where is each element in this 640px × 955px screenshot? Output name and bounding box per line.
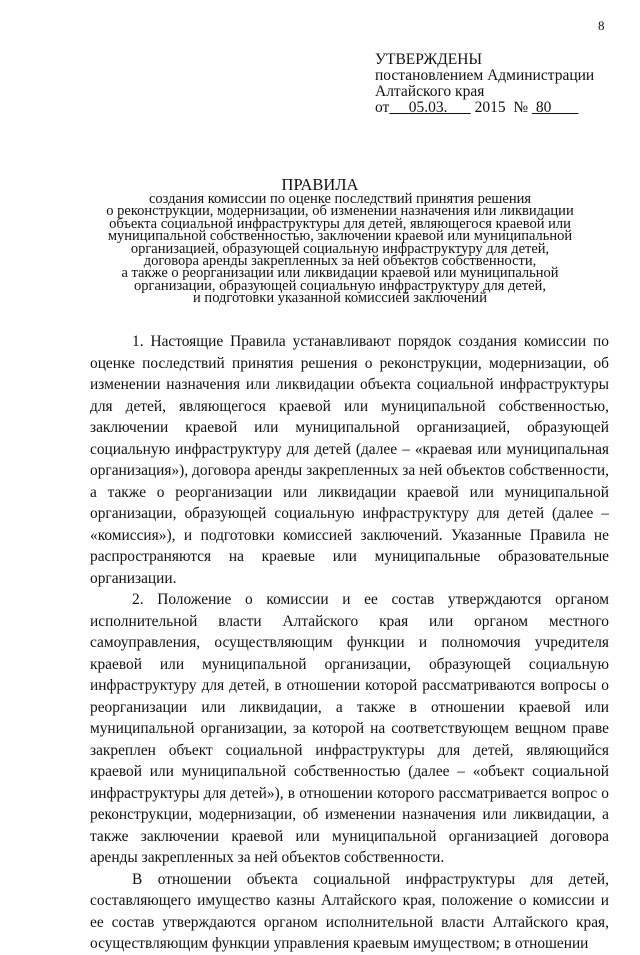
- approval-heading: УТВЕРЖДЕНЫ: [375, 51, 482, 68]
- approval-authority: постановлением Администрации: [375, 67, 595, 84]
- subtitle-line: организации, образующей социальную инфраструктуру для детей,: [134, 277, 546, 294]
- document-title: ПРАВИЛА: [281, 175, 359, 194]
- paragraph-1: 1. Настоящие Правила устанавливают порядок создания комиссии по оценке последствий принятия решения о реконструкции, модернизации, об изменении назначения или ликвидации объекта социальной инфраструктуры для детей, являющегося краевой или муниципальной собственностью, заключении краевой или муниципальной организацией, образующей социальную инфраструктуру для детей (далее – «краевая или муниципальная организация»), договора аренды закрепленных за ней объектов собственности, а также о реорганизации или ликвидации краевой или муниципальной организации, образующей социальную инфраструктуру для детей (далее – «комиссия»), и подготовки комиссией заключений. Указанные Правила не распространяются на краевые или муниципальные образовательные организации.: [90, 333, 609, 587]
- subtitle-line: о реконструкции, модернизации, об изменении назначения или ликвидации: [106, 203, 574, 220]
- approval-block: [375, 52, 594, 116]
- subtitle-line: организацией, образующей социальную инфраструктуру для детей,: [130, 240, 550, 257]
- approval-date-line: [375, 100, 594, 116]
- page-number: 8: [598, 18, 605, 33]
- subtitle-line: договора аренды закрепленных за ней объектов собственности,: [143, 253, 537, 270]
- subtitle-line: объекта социальной инфраструктуры для детей, являющегося краевой или: [109, 215, 571, 232]
- subtitle-line: муниципальной собственностью, заключении краевой или муниципальной: [107, 228, 573, 245]
- document-body: [90, 331, 609, 955]
- paragraph-2: 2. Положение о комиссии и ее состав утверждаются органом исполнительной власти Алтайского края или органом местного самоуправления, осуществляющим функции и полномочия учредителя краевой или муниципальной организации, образующей социальную инфраструктуру для детей, в отношении которой рассматриваются вопросы о реорганизации или ликвидации, а также в отношении краевой или муниципальной организации, за которой на соответствующем вещном праве закреплен объект социальной инфраструктуры для детей, являющийся краевой или муниципальной собственностью (далее – «объект социальной инфраструктуры для детей»), в отношении которого рассматривается вопрос о реконструкции, модернизации, об изменении назначения или ликвидации, а также заключении краевой или муниципальной организацией договора аренды закрепленных за ней объектов собственности.: [90, 591, 609, 866]
- number-sign: №: [513, 99, 529, 116]
- document-subtitle: [60, 193, 620, 305]
- paragraph-3: В отношении объекта социальной инфраструктуры для детей, составляющего имущество казны Алтайского края, положение о комиссии и ее состав утверждаются органом исполнительной власти Алтайского края, осуществляющим функции управления краевым имуществом; в отношении: [90, 870, 609, 952]
- document-year: 2015: [474, 99, 506, 116]
- date-value: 05.03.: [408, 99, 448, 116]
- approval-region: Алтайского края: [375, 83, 485, 100]
- subtitle-line: и подготовки указанной комиссией заключений: [193, 290, 487, 307]
- subtitle-line: создания комиссии по оценке последствий принятия решения: [148, 191, 532, 207]
- subtitle-line: а также о реорганизации или ликвидации краевой или муниципальной: [121, 265, 559, 282]
- document-number: 80: [535, 99, 552, 116]
- date-prefix: от: [375, 99, 390, 116]
